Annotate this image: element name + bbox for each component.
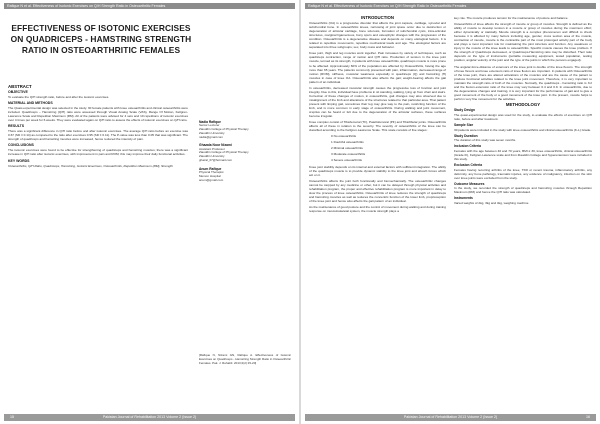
section-heading: Study Duration — [454, 133, 478, 138]
kl-stage: 1 Doubtful osteoarthritis — [331, 140, 364, 145]
results-text: There was a significant difference in Q/H ratio before and after isotonic exercises. The average Q/H ratio before an exercise was 0.67 (SD ± 0.14) as compared to the ratio after exercises 0.95 (SD ± 0.11). The P-value was less than 0.05 that was significant. The strength of quadriceps and hamstring muscles were increased, hence reduced the intensity of pain. — [8, 129, 188, 142]
methods-heading: MATERIAL AND METHODS — [8, 101, 53, 106]
left-running-header: Rafique N et al. Effectiveness of Isotonic Exercises on Q/H Strength Ratio in Osteoarthritic Females — [4, 3, 295, 9]
kl-stage-list — [309, 134, 446, 162]
kl-stage: 3 Moderate osteoarthritis — [331, 152, 366, 157]
article-title: EFFECTIVENESS OF ISOTONIC EXERCISES ON QUADRICEPS - HAMSTRING STRENGTH RATIO IN OSTEOARTHRITIC FEMALES — [10, 23, 192, 56]
section-text: Varied weights of 2kg, 3kg and 4kg, weighing machine — [454, 200, 529, 205]
right-footer — [305, 414, 596, 421]
authors-block — [199, 120, 291, 240]
objective-heading: OBJECTIVE — [8, 90, 28, 95]
intro-paragraph: Osteoarthritis affects the joint both functionally and biomechanically. The osteoarthritic changes cannot be stopped by any medicine or other, but it can be delayed through physical activities and rehabilitation program, the proper and effective rehabilitation program is more important in delay to slow the process of knee osteoarthritis. Osteoarthritis of knee reduces the strength of quadriceps and hamstring muscles as well as reduces the concentric function of the lower limb, proprioception of the knee joint and hence also affects the gait pattern of an individual. — [309, 178, 446, 203]
abstract-heading: ABSTRACT — [8, 85, 32, 89]
citation-text: [Rafique N, Nizami GN, Rafique A. Effectiveness of Isotonic Exercises on Quadriceps - Hamstring Strength Ratio in Osteoarthritic Females. Pak. J. Rehabil. 2013;2(2):15-20] — [199, 354, 291, 365]
page-number: 16 — [586, 415, 590, 419]
abstract-column — [8, 85, 188, 365]
intro-paragraph: Knee joint stability depends on its internal and external factors with sufficient integration. The ability of the quadriceps muscle is to provide dynamic stability to the knee joint and absorb forces which act on it. — [309, 164, 446, 177]
intro-paragraph: Knee joint, thigh and leg muscles work together. Pain increases by variety of techniques, such as quadriceps contraction, range of motion and Q/H ratio. Production of tension in the knee joint muscle, termed as its strength, in patients with knee osteoarthritis, quadriceps muscle is more prone to be affected. Approximately 60% of the population are affected by Osteoarthritis, having the age more than 65 years. The patients commonly presented with pain, inflammation, decreased range of motion (ROM), stiffness, muscular weakness especially in quadriceps (Q) and hamstring (H) muscles in case of knee OA. Osteoarthritis also affects the gait; weight-bearing affects the gait pattern of an individual. — [309, 51, 446, 84]
citation-block — [199, 354, 291, 390]
keywords-heading: KEY WORDS — [8, 158, 30, 163]
author-name: Nadia Rafique — [199, 120, 221, 124]
section-heading: Exclusion Criteria — [454, 163, 483, 167]
body-paragraph: key role. The muscle produces tension for the maintenance of posture and balance. — [454, 16, 569, 20]
journal-footer-text: Pakistan Journal of Rehabilitation 2013 Volume 2 (Issue 2) — [102, 415, 197, 419]
section-text: The quasi-experimental design was used for the study, to evaluate the effects of exercises on Q/H ratio, before and after treatment. — [454, 113, 592, 122]
right-page — [301, 0, 600, 424]
section-text: Females with the age between 40 and 70 years, BMI ≥ 30, knee osteoarthritis, clinical osteoarthritis (Grade III), Kellgren-Lawrence scale and from Ziauddin College and hyperextension were included in this study. — [454, 148, 592, 161]
introduction-heading: INTRODUCTION — [361, 16, 394, 20]
methodology-heading: METHODOLOGY — [505, 101, 541, 107]
body-paragraph: The angular-force-distance of extensors of the knee joint is double of the knee flexors. The strength of knee flexors and knee extensors ratio of knee flexion are important. In patients with Osteoarthritis of the knee joint, there are altered activations of the muscles and are the cause of the patient to produce functional activities related to the knee joint movement. Therefore, it is very important to maintain the strength ratio of both of the muscles. Normally, the quadriceps - hamstring ratio is 3:2 and the flexion-extension ratio of the knee may vary between 0.4 and 0.9. In osteoarthritis, due to the degenerative changes and training, it is very important for the performance of gait and to give a good movement of the body or a good movement of the knee joint. In the present, muscle helps to perform very fine movement for the activities. — [454, 64, 592, 101]
body-paragraph: Osteoarthritis of knee affects the strength of muscle or group of muscles. Strength is defined as the ability of muscle to develop tension in a muscle or group of muscles during the maximum effort; either dynamically or statically. Muscle strength is a complex phenomenon and difficult to check because it is affected by many factors including age, gender, cross section area of the muscle, contraction of muscle, muscle is the contractile part of the most prolonged activity part of the body and plays a most important role for maintaining the joint structure and function. Any weakness or injury in the muscle of the knee leads to osteoarthritis. Specific muscle causes the knee problem. If the strength of Quadriceps decreased, or Quadriceps-Hamstring ratio may be disturbed. Their ratio depends on the type of instruments (portable measuring equipment, tested population, testing position, angular velocity of the joint and the type of the joints in which the persons engaged). — [454, 22, 592, 63]
section-text: The duration of this study was seven months. — [454, 138, 517, 143]
section-text: Females having recurring arthritis of the knee, TKR or recent trauma, inflammatory arthritis, any deformity, any bone pathology, traumatic injuries, any evidence of malignancy, infection on the skin over knee joints were excluded from the study. — [454, 167, 592, 180]
section-heading: Outcome Measures — [454, 181, 485, 186]
section-heading: Instruments — [454, 196, 473, 201]
journal-footer-text: Pakistan Journal of Rehabilitation 2013 Volume 2 (Issue 2) — [403, 415, 498, 419]
author-name: Ghazala Noor Nizami — [199, 143, 232, 148]
method-column — [454, 16, 592, 408]
section-heading: Study Design — [454, 108, 476, 113]
kl-stage: 4 Severe osteoarthritis — [331, 158, 362, 163]
author-name: Anum Rafique — [199, 166, 222, 171]
author-affiliation: Assistant Professor Ziauddin College of Physical Therapy Ziauddin University ghazal_07@hotmail.com — [199, 146, 249, 163]
intro-paragraph: Osteoarthritis (OA) is a progressive disorder that affects the joint capsule, cartilage, synovial and subchondral bone. In osteoarthritic knees, narrowing of joint space occur due to destruction or degeneration of articular cartilage, bone sclerosis, formation of subchondral cysts, intra-articular structures, marginal ligamentous, bony spurs and osteophytic changes with the progression of the condition. Osteoarthritis is a degenerative disease and depends on many etiological factors. It is related to repetitive movements, repetitive mechanical loads and age. The etiological factors are separated into three subgroups; sex, body mass and behavior. — [309, 21, 446, 50]
author-affiliation: Physical Therapist Memon Hospital anum@gmail.com — [199, 169, 224, 182]
results-heading: RESULTS — [8, 124, 25, 129]
intro-paragraph: In osteoarthritis, decreased muscular strength causes the progressive loss of function and joint integrity. Due to this, individual have problems in sit standing, walking, lying up from chair and stairs. Correction of these changes of motion, in osteoarthritis, gait changes may also observed due to misalignment of the limb and alterations of the structures related to that particular area. That patient present with limping gait, sometimes their leg may give way to the pain, restricting function of the limb, and is more common in early stage of osteoarthritis. During walking and joint movement, crepitus can be heard or felt due to the degeneration of the articular surfaces, these surfaces become irregular. — [309, 85, 446, 119]
section-text: 30 patients were included in the study with knee osteoarthritis and clinical osteoarthritis (K-L) Grade. — [454, 127, 592, 132]
author-affiliation: Senior Lecturer Ziauddin College of Physical Therapy Ziauddin University nadia@gmail.com — [199, 123, 249, 139]
kl-stage: 2 Minimal osteoarthritis — [331, 146, 363, 151]
intro-paragraph: Knee complex consist of Tibiofemoral (TF), Patellofemoral (PF) and Tibiofibular joints. Osteoarthritis affects all of these in relation to the severity. The severity of osteoarthritis of the knee can be classified according to the Kellgren-Lawrence Scale. This scale consists of five stages: — [309, 120, 446, 133]
intro-column — [309, 16, 446, 408]
left-page — [0, 0, 299, 424]
right-running-header: Rafique N et al. Effectiveness of Isotonic Exercises on Q/H Strength Ratio in Osteoarthritic Females — [305, 3, 596, 9]
section-heading: Inclusion Criteria — [454, 144, 481, 149]
methods-text: The Quasi-experimental design was selected in the study. 30 female patients with knee osteoarthritis and clinical osteoarthritis were included. Quadriceps – Hamstring (Q/H) ratio were assessed through Visual Analog Scale (VAS), Range Of Motion, Kellgren-Lawrence Scale and Repetition Maximum (RM). All of the patients were advised for 4 sets and 10 repetitions of isotonic exercises over 4 times per week for 6 weeks. They were evaluated again on Q/H ratio to assess the effects of isotonic exercises on Q/H ratio. — [8, 106, 188, 123]
left-footer — [4, 414, 295, 421]
section-text: In the study, we recorded the strength of quadriceps and hamstring muscles through Repetition Maximum (RM) and hence the Q/H ratio was calculated. — [454, 186, 592, 195]
keywords-text: Osteoarthritis, Q/H Ratio, Quadriceps, Hamstring, Isotonic Exercises, Osteoarthritis, Repetition Maximum (RM), Strength — [8, 163, 173, 168]
section-heading: Sample Size — [454, 123, 474, 128]
page-number: 15 — [10, 415, 14, 419]
objective-text: To evaluate the Q/H strength ratio, before and after the isotonic exercises. — [8, 95, 110, 100]
conclusions-text: The isotonic exercises were found to be effective for strengthening of quadriceps and hamstring muscles; there was a significant increase in Q/H ratio after isotonic exercises, with improvement in pain and ROM; this may improve their daily functional activities. — [8, 148, 188, 157]
kl-stage: 0 No osteoarthritis — [331, 134, 357, 139]
conclusions-heading: CONCLUSIONS — [8, 143, 34, 148]
intro-paragraph: As the maintenance of good posture and the control of movement during walking and during training response on musculoskeletal system, the muscle strength plays a — [309, 204, 446, 213]
